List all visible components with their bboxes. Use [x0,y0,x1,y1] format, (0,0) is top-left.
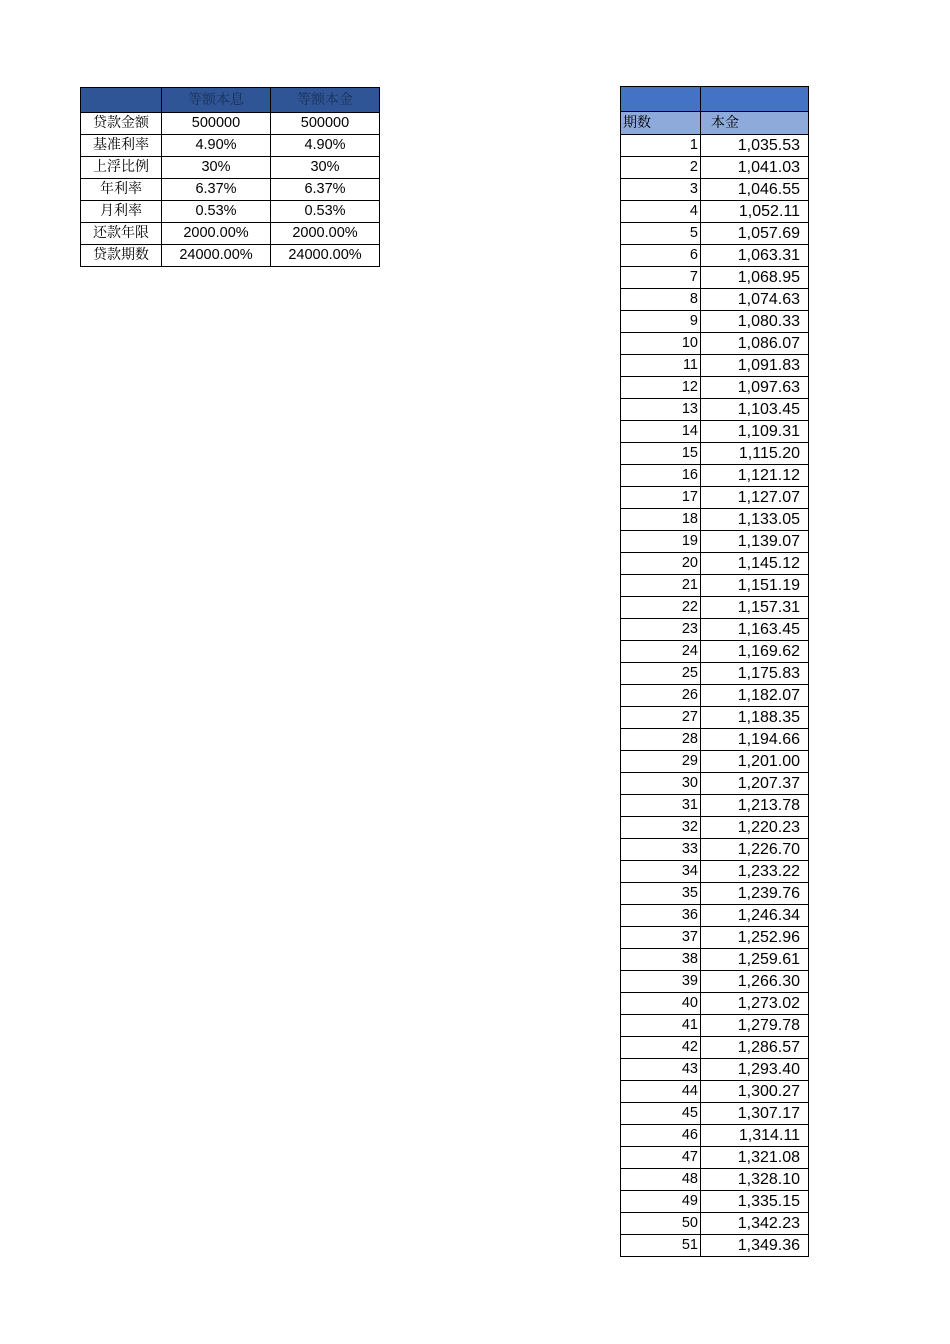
period-number: 2 [621,157,701,179]
schedule-row [621,1037,809,1059]
principal-amount: 1,300.27 [701,1081,809,1103]
schedule-row [621,685,809,707]
schedule-row [621,597,809,619]
schedule-row [621,311,809,333]
principal-amount: 1,175.83 [701,663,809,685]
principal-amount: 1,046.55 [701,179,809,201]
period-number: 33 [621,839,701,861]
period-number: 50 [621,1213,701,1235]
period-number: 32 [621,817,701,839]
equal-installment-value: 4.90% [162,135,271,157]
period-number: 4 [621,201,701,223]
summary-header-corner [81,88,162,113]
summary-row [81,135,380,157]
principal-amount: 1,163.45 [701,619,809,641]
equal-installment-value: 2000.00% [162,223,271,245]
period-number: 16 [621,465,701,487]
principal-amount: 1,239.76 [701,883,809,905]
principal-amount: 1,279.78 [701,1015,809,1037]
schedule-row [621,267,809,289]
summary-row [81,157,380,179]
schedule-row [621,443,809,465]
principal-amount: 1,052.11 [701,201,809,223]
period-number: 6 [621,245,701,267]
principal-amount: 1,086.07 [701,333,809,355]
principal-amount: 1,091.83 [701,355,809,377]
period-number: 12 [621,377,701,399]
period-number: 35 [621,883,701,905]
period-number: 19 [621,531,701,553]
schedule-row [621,553,809,575]
schedule-row [621,795,809,817]
schedule-row [621,377,809,399]
period-number: 28 [621,729,701,751]
period-number: 24 [621,641,701,663]
principal-amount: 1,068.95 [701,267,809,289]
schedule-row [621,179,809,201]
equal-installment-value: 6.37% [162,179,271,201]
principal-amount: 1,169.62 [701,641,809,663]
schedule-row [621,619,809,641]
schedule-band-cell [701,87,809,112]
schedule-row [621,883,809,905]
period-number: 30 [621,773,701,795]
principal-amount: 1,328.10 [701,1169,809,1191]
period-number: 44 [621,1081,701,1103]
schedule-row [621,1125,809,1147]
principal-amount: 1,109.31 [701,421,809,443]
schedule-row [621,289,809,311]
equal-principal-value: 30% [271,157,380,179]
principal-amount: 1,252.96 [701,927,809,949]
principal-amount: 1,307.17 [701,1103,809,1125]
period-number: 26 [621,685,701,707]
period-number: 51 [621,1235,701,1257]
period-number: 13 [621,399,701,421]
principal-amount: 1,259.61 [701,949,809,971]
principal-amount: 1,233.22 [701,861,809,883]
principal-amount: 1,321.08 [701,1147,809,1169]
principal-amount: 1,194.66 [701,729,809,751]
principal-amount: 1,157.31 [701,597,809,619]
schedule-band-cell [621,87,701,112]
principal-amount: 1,266.30 [701,971,809,993]
equal-installment-value: 500000 [162,113,271,135]
summary-row [81,113,380,135]
schedule-row [621,949,809,971]
principal-amount: 1,121.12 [701,465,809,487]
period-number: 20 [621,553,701,575]
loan-summary-table [80,87,380,267]
principal-amount: 1,182.07 [701,685,809,707]
period-number: 41 [621,1015,701,1037]
summary-row-label: 年利率 [81,179,162,201]
schedule-row [621,223,809,245]
period-number: 21 [621,575,701,597]
summary-row-label: 还款年限 [81,223,162,245]
principal-amount: 1,151.19 [701,575,809,597]
schedule-row [621,157,809,179]
period-number: 43 [621,1059,701,1081]
principal-amount: 1,080.33 [701,311,809,333]
equal-installment-value: 30% [162,157,271,179]
principal-amount: 1,273.02 [701,993,809,1015]
schedule-row [621,1015,809,1037]
schedule-header-row [621,112,809,135]
schedule-row [621,663,809,685]
summary-row-label: 贷款期数 [81,245,162,267]
schedule-row [621,707,809,729]
period-number: 17 [621,487,701,509]
schedule-row [621,1213,809,1235]
period-number: 7 [621,267,701,289]
principal-amount: 1,145.12 [701,553,809,575]
schedule-row [621,927,809,949]
principal-amount: 1,127.07 [701,487,809,509]
principal-amount: 1,035.53 [701,135,809,157]
principal-amount: 1,057.69 [701,223,809,245]
principal-amount: 1,349.36 [701,1235,809,1257]
period-number: 8 [621,289,701,311]
schedule-row [621,1059,809,1081]
period-number: 3 [621,179,701,201]
period-number: 5 [621,223,701,245]
principal-amount: 1,226.70 [701,839,809,861]
principal-amount: 1,115.20 [701,443,809,465]
principal-amount: 1,133.05 [701,509,809,531]
summary-row-label: 月利率 [81,201,162,223]
schedule-row [621,993,809,1015]
period-number: 40 [621,993,701,1015]
schedule-row [621,751,809,773]
schedule-title-band [621,87,809,112]
principal-amount: 1,207.37 [701,773,809,795]
schedule-row [621,641,809,663]
schedule-body [621,87,809,1257]
schedule-row [621,1191,809,1213]
principal-amount: 1,220.23 [701,817,809,839]
schedule-row [621,839,809,861]
period-number: 25 [621,663,701,685]
principal-column-header: 本金 [701,112,809,135]
principal-amount: 1,286.57 [701,1037,809,1059]
schedule-row [621,729,809,751]
schedule-row [621,531,809,553]
schedule-row [621,1147,809,1169]
principal-amount: 1,041.03 [701,157,809,179]
summary-body [81,88,380,267]
principal-amount: 1,139.07 [701,531,809,553]
summary-header-equal-principal: 等额本金 [271,88,380,113]
period-number: 37 [621,927,701,949]
schedule-row [621,575,809,597]
schedule-row [621,399,809,421]
period-number: 31 [621,795,701,817]
summary-row-label: 基准利率 [81,135,162,157]
schedule-row [621,201,809,223]
principal-amount: 1,213.78 [701,795,809,817]
equal-principal-value: 2000.00% [271,223,380,245]
schedule-row [621,421,809,443]
period-number: 18 [621,509,701,531]
schedule-row [621,465,809,487]
period-number: 10 [621,333,701,355]
schedule-row [621,1081,809,1103]
principal-amount: 1,201.00 [701,751,809,773]
principal-amount: 1,335.15 [701,1191,809,1213]
summary-row [81,179,380,201]
equal-installment-value: 24000.00% [162,245,271,267]
schedule-row [621,1235,809,1257]
schedule-row [621,773,809,795]
summary-header-equal-installment: 等额本息 [162,88,271,113]
period-number: 34 [621,861,701,883]
schedule-row [621,355,809,377]
repayment-schedule-table [620,86,809,1257]
principal-amount: 1,293.40 [701,1059,809,1081]
period-number: 45 [621,1103,701,1125]
period-number: 49 [621,1191,701,1213]
equal-principal-value: 6.37% [271,179,380,201]
summary-row [81,201,380,223]
period-number: 36 [621,905,701,927]
summary-row [81,245,380,267]
period-column-header: 期数 [621,112,701,135]
period-number: 15 [621,443,701,465]
schedule-row [621,861,809,883]
principal-amount: 1,074.63 [701,289,809,311]
principal-amount: 1,314.11 [701,1125,809,1147]
period-number: 47 [621,1147,701,1169]
period-number: 11 [621,355,701,377]
period-number: 48 [621,1169,701,1191]
period-number: 42 [621,1037,701,1059]
summary-row-label: 贷款金额 [81,113,162,135]
schedule-row [621,817,809,839]
period-number: 38 [621,949,701,971]
principal-amount: 1,063.31 [701,245,809,267]
period-number: 22 [621,597,701,619]
schedule-row [621,509,809,531]
period-number: 9 [621,311,701,333]
equal-principal-value: 0.53% [271,201,380,223]
period-number: 39 [621,971,701,993]
period-number: 1 [621,135,701,157]
principal-amount: 1,342.23 [701,1213,809,1235]
period-number: 14 [621,421,701,443]
equal-principal-value: 24000.00% [271,245,380,267]
principal-amount: 1,097.63 [701,377,809,399]
period-number: 23 [621,619,701,641]
summary-header-row [81,88,380,113]
equal-principal-value: 4.90% [271,135,380,157]
schedule-row [621,333,809,355]
period-number: 29 [621,751,701,773]
principal-amount: 1,103.45 [701,399,809,421]
schedule-row [621,1169,809,1191]
schedule-row [621,971,809,993]
equal-principal-value: 500000 [271,113,380,135]
principal-amount: 1,246.34 [701,905,809,927]
schedule-row [621,487,809,509]
principal-amount: 1,188.35 [701,707,809,729]
schedule-row [621,245,809,267]
summary-row [81,223,380,245]
equal-installment-value: 0.53% [162,201,271,223]
schedule-row [621,905,809,927]
schedule-row [621,135,809,157]
schedule-row [621,1103,809,1125]
period-number: 46 [621,1125,701,1147]
summary-row-label: 上浮比例 [81,157,162,179]
period-number: 27 [621,707,701,729]
